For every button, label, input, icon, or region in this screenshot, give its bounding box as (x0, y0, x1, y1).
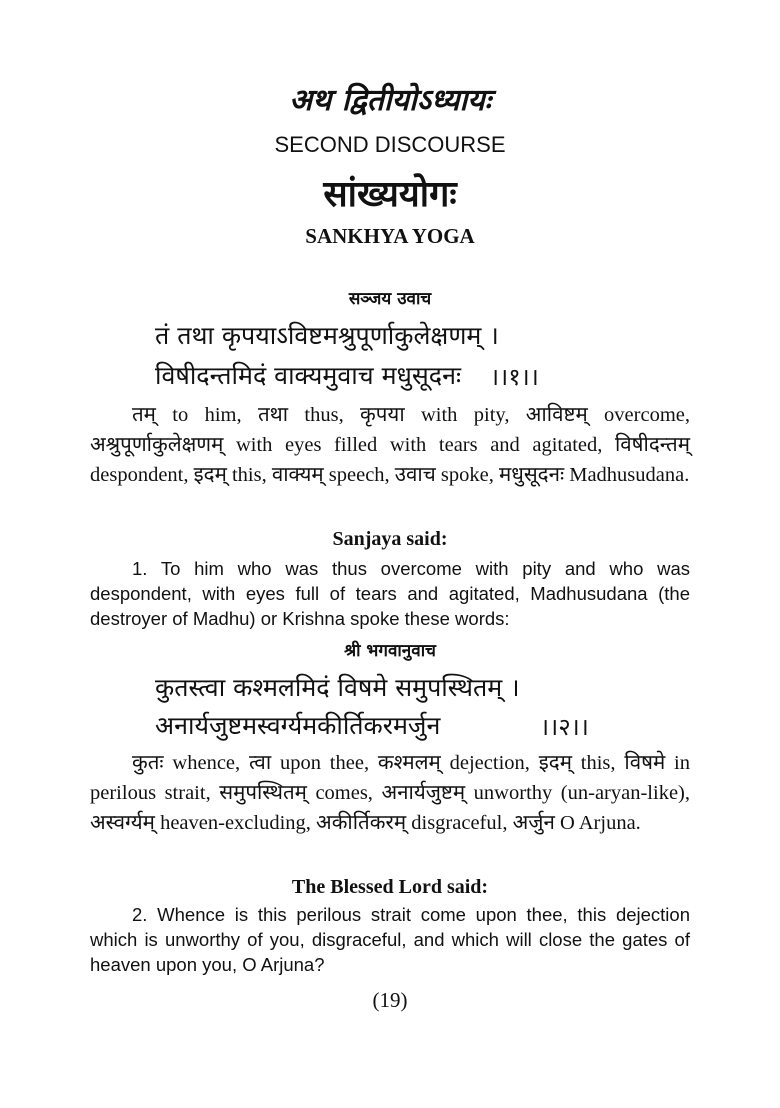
verse-1-number: ।।१।। (490, 363, 539, 391)
word-meanings-2: कुतः whence, त्वा upon thee, कश्मलम् dejection, इदम् this, विषमे in perilous strait, समुपस्थितम् comes, अनार्यजुष्टम् unworthy (un-aryan-like), अस्वर्ग्यम् heaven-excluding, अकीर्तिकरम् disgraceful, अर्जुन O Arjuna. (90, 752, 690, 834)
chapter-title-english: SECOND DISCOURSE (274, 132, 506, 157)
translation-2: 2. Whence is this perilous strait come upon thee, this dejection which is unworthy of you, disgraceful, and which will close the gates of heaven upon you, O Arjuna? (90, 904, 690, 975)
translation-1: 1. To him who was thus overcome with pity and who was despondent, with eyes full of tears and agitated, Madhusudana (the destroyer of Madhu) or Krishna spoke these words: (90, 558, 690, 629)
speaker-sanskrit-1: सञ्जय उवाच (348, 289, 432, 309)
page-number: (19) (372, 988, 408, 1012)
speaker-sanskrit-2: श्री भगवानुवाच (344, 641, 436, 661)
yoga-title-sanskrit: सांख्ययोगः (323, 174, 457, 215)
verse-2-line-2: अनार्यजुष्टमस्वर्ग्यमकीर्तिकरमर्जुन (155, 711, 441, 740)
verse-1-line-1: तं तथा कृपयाऽविष्टमश्रुपूर्णाकुलेक्षणम् । (155, 321, 499, 350)
verse-2-number: ।।२।। (540, 713, 589, 741)
verse-2-line-1: कुतस्त्वा कश्मलमिदं विषमे समुपस्थितम् । (155, 673, 520, 702)
verse-1-line-2: विषीदन्तमिदं वाक्यमुवाच मधुसूदनः (155, 361, 461, 390)
word-meanings-1: तम् to him, तथा thus, कृपया with pity, आविष्टम् overcome, अश्रुपूर्णाकुलेक्षणम् with eyes filled with tears and agitated, विषीदन्तम् despondent, इदम् this, वाक्यम् speech, उवाच spoke, मधुसूदनः Madhusudana. (90, 404, 690, 486)
speaker-english-2: The Blessed Lord said: (291, 876, 489, 898)
speaker-english-1: Sanjaya said: (332, 528, 448, 550)
chapter-title-sanskrit: अथ द्वितीयोऽध्यायः (289, 83, 491, 118)
yoga-title-english: SANKHYA YOGA (305, 224, 475, 248)
